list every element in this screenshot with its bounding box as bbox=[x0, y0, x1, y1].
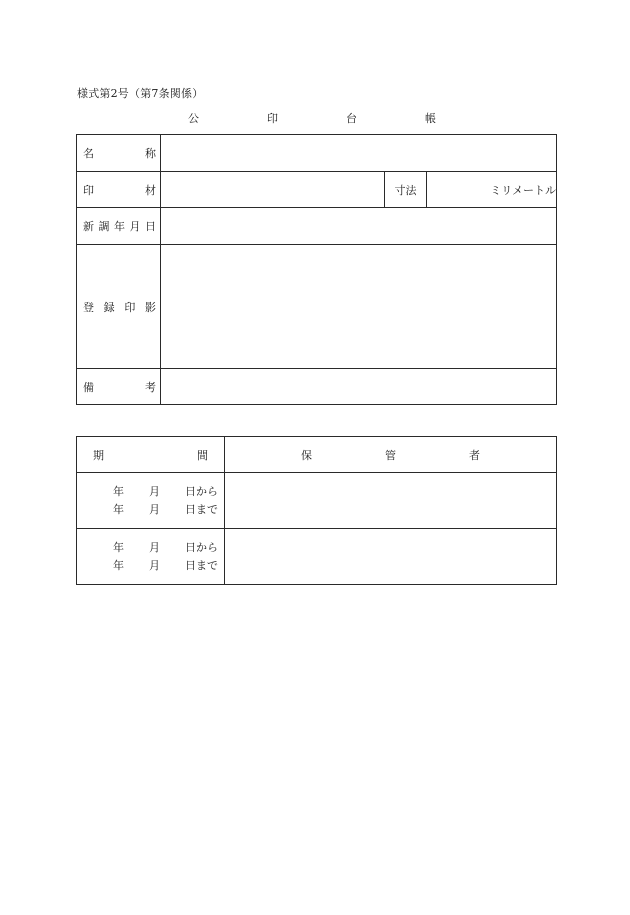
impression-label-char: 録 bbox=[103, 300, 115, 314]
day-to-label: 日まで bbox=[185, 502, 218, 516]
date-label-char: 年 bbox=[114, 220, 125, 233]
month-label: 月 bbox=[149, 502, 160, 516]
name-label bbox=[77, 135, 161, 172]
date-row bbox=[77, 208, 557, 245]
month-label: 月 bbox=[149, 558, 160, 572]
keeper-field[interactable] bbox=[225, 473, 557, 529]
period-header-char: 期 bbox=[93, 448, 104, 462]
date-field[interactable] bbox=[161, 208, 557, 245]
name-label-char: 名 bbox=[83, 147, 94, 160]
date-label bbox=[77, 208, 161, 245]
title-char: 帳 bbox=[425, 112, 436, 125]
custody-row bbox=[77, 473, 557, 529]
period-header-char: 間 bbox=[197, 448, 208, 462]
size-unit: ミリメートル bbox=[490, 183, 557, 197]
day-from-label: 日から bbox=[185, 540, 218, 554]
material-label bbox=[77, 172, 161, 208]
month-label: 月 bbox=[149, 540, 160, 554]
remarks-label-char: 備 bbox=[83, 380, 94, 394]
month-label: 月 bbox=[149, 484, 160, 498]
day-from-label: 日から bbox=[185, 484, 218, 498]
impression-label-char: 印 bbox=[124, 300, 136, 314]
date-label-char: 日 bbox=[145, 220, 156, 233]
title-char: 台 bbox=[346, 112, 357, 125]
impression-row bbox=[77, 245, 557, 369]
date-label-char: 調 bbox=[98, 220, 110, 233]
period-to bbox=[113, 557, 218, 575]
title-char: 印 bbox=[267, 112, 278, 125]
period-field[interactable] bbox=[77, 529, 225, 585]
seal-register-table bbox=[76, 134, 557, 405]
remarks-field[interactable] bbox=[161, 369, 557, 405]
material-label-char: 印 bbox=[83, 183, 94, 197]
date-label-char: 月 bbox=[129, 220, 141, 233]
keeper-header-char: 管 bbox=[385, 448, 396, 462]
size-field[interactable] bbox=[427, 172, 557, 208]
keeper-header bbox=[225, 437, 557, 473]
remarks-label bbox=[77, 369, 161, 405]
period-from bbox=[113, 539, 218, 557]
remarks-label-char: 考 bbox=[145, 380, 156, 394]
custody-table bbox=[76, 436, 557, 585]
custody-row bbox=[77, 529, 557, 585]
day-to-label: 日まで bbox=[185, 558, 218, 572]
size-label: 寸法 bbox=[385, 172, 427, 208]
name-field[interactable] bbox=[161, 135, 557, 172]
material-row bbox=[77, 172, 557, 208]
impression-label-char: 影 bbox=[144, 300, 156, 314]
impression-field[interactable] bbox=[161, 245, 557, 369]
period-from bbox=[113, 483, 218, 501]
remarks-row bbox=[77, 369, 557, 405]
custody-header-row bbox=[77, 437, 557, 473]
impression-label-char: 登 bbox=[83, 300, 94, 314]
material-field[interactable] bbox=[161, 172, 385, 208]
title-char: 公 bbox=[188, 112, 199, 125]
year-label: 年 bbox=[113, 558, 124, 572]
period-header bbox=[77, 437, 225, 473]
name-label-char: 称 bbox=[145, 147, 156, 160]
material-label-char: 材 bbox=[145, 183, 156, 197]
year-label: 年 bbox=[113, 502, 124, 516]
keeper-header-char: 保 bbox=[301, 448, 312, 462]
name-row bbox=[77, 135, 557, 172]
form-number: 様式第2号（第7条関係） bbox=[77, 87, 204, 100]
keeper-field[interactable] bbox=[225, 529, 557, 585]
page-title bbox=[150, 110, 480, 126]
period-to bbox=[113, 501, 218, 519]
impression-label bbox=[77, 245, 161, 369]
year-label: 年 bbox=[113, 484, 124, 498]
date-label-char: 新 bbox=[83, 220, 94, 233]
keeper-header-char: 者 bbox=[469, 448, 480, 462]
year-label: 年 bbox=[113, 540, 124, 554]
period-field[interactable] bbox=[77, 473, 225, 529]
